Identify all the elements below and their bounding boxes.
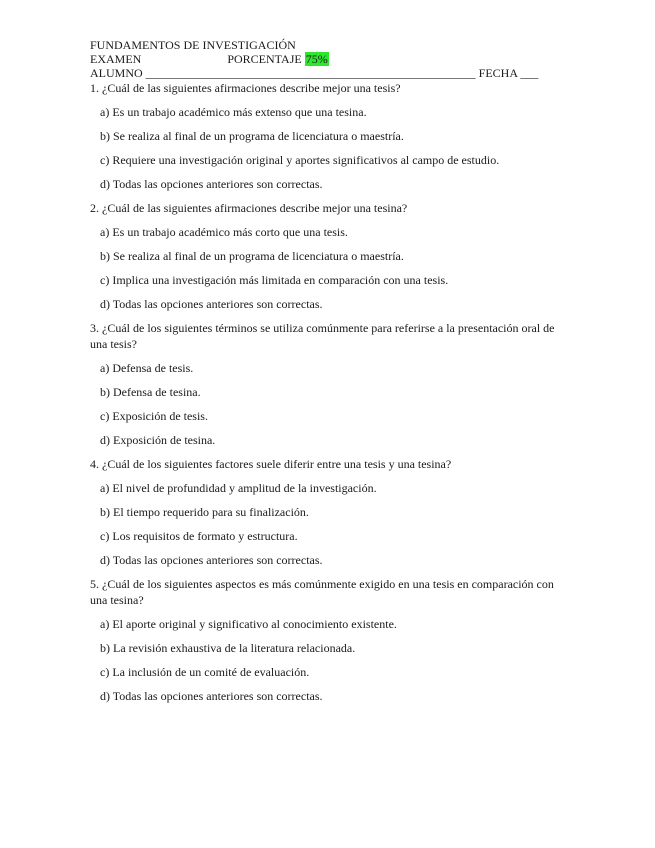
question-text: 1. ¿Cuál de las siguientes afirmaciones describe mejor una tesis? xyxy=(90,81,401,95)
option-b: b) Se realiza al final de un programa de licenciatura o maestría. xyxy=(100,249,404,263)
option-c: c) Requiere una investigación original y aportes significativos al campo de estudio. xyxy=(100,153,500,167)
option-c: c) La inclusión de un comité de evaluación. xyxy=(100,665,310,679)
option-d: d) Exposición de tesina. xyxy=(100,433,216,447)
option-b: b) Se realiza al final de un programa de licenciatura o maestría. xyxy=(100,129,404,143)
percentage-value: 75% xyxy=(305,52,328,66)
option-d: d) Todas las opciones anteriores son correctas. xyxy=(100,553,323,567)
question-4 xyxy=(90,456,567,568)
question-text: 5. ¿Cuál de los siguientes aspectos es más comúnmente exigido en una tesis en comparación con una tesina? xyxy=(90,577,554,607)
option-a: a) El aporte original y significativo al conocimiento existente. xyxy=(100,617,397,631)
question-2 xyxy=(90,200,567,312)
option-d: d) Todas las opciones anteriores son correctas. xyxy=(100,689,323,703)
question-text: 2. ¿Cuál de las siguientes afirmaciones describe mejor una tesina? xyxy=(90,201,408,215)
option-c: c) Implica una investigación más limitada en comparación con una tesis. xyxy=(100,273,449,287)
option-c: c) Los requisitos de formato y estructura. xyxy=(100,529,298,543)
option-d: d) Todas las opciones anteriores son correctas. xyxy=(100,177,323,191)
option-c: c) Exposición de tesis. xyxy=(100,409,208,423)
option-a: a) Es un trabajo académico más extenso que una tesina. xyxy=(100,105,367,119)
question-1 xyxy=(90,80,567,192)
student-date-line: ALUMNO _______________________________________________________ FECHA ___ xyxy=(90,66,539,80)
exam-label: EXAMEN xyxy=(90,52,142,66)
option-b: b) La revisión exhaustiva de la literatura relacionada. xyxy=(100,641,356,655)
question-list xyxy=(90,80,567,704)
option-d: d) Todas las opciones anteriores son correctas. xyxy=(100,297,323,311)
option-a: a) El nivel de profundidad y amplitud de la investigación. xyxy=(100,481,377,495)
option-b: b) Defensa de tesina. xyxy=(100,385,201,399)
option-b: b) El tiempo requerido para su finalización. xyxy=(100,505,309,519)
course-title: FUNDAMENTOS DE INVESTIGACIÓN xyxy=(90,38,296,52)
question-text: 4. ¿Cuál de los siguientes factores suele diferir entre una tesis y una tesina? xyxy=(90,457,452,471)
option-a: a) Es un trabajo académico más corto que una tesis. xyxy=(100,225,348,239)
percentage-label: PORCENTAJE xyxy=(227,52,302,66)
question-text: 3. ¿Cuál de los siguientes términos se utiliza comúnmente para referirse a la presentación oral de una tesis? xyxy=(90,321,555,351)
exam-header-line xyxy=(90,52,567,66)
option-a: a) Defensa de tesis. xyxy=(100,361,194,375)
question-5 xyxy=(90,576,567,704)
question-3 xyxy=(90,320,567,448)
